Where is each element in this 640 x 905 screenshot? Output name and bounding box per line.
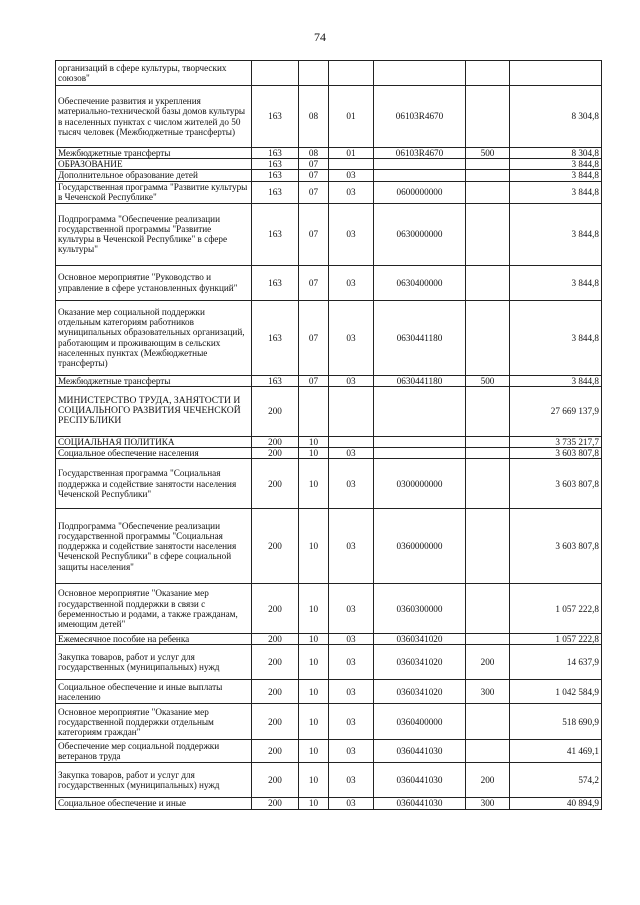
cell-target-article (374, 386, 466, 436)
cell-section (299, 386, 329, 436)
cell-amount: 14 637,9 (510, 645, 602, 680)
cell-subsection: 03 (329, 459, 374, 509)
cell-subsection: 03 (329, 509, 374, 584)
cell-section: 07 (299, 265, 329, 300)
cell-amount: 3 603 807,8 (510, 459, 602, 509)
cell-name: Обеспечение развития и укрепления материально-технической базы домов культуры в населенных пунктах с числом жителей до 50 тысяч человек (Межбюджетные трансферты) (56, 86, 252, 148)
cell-subsection (329, 61, 374, 86)
cell-subsection: 03 (329, 798, 374, 809)
cell-expense-type (466, 203, 510, 265)
cell-target-article: 0360441030 (374, 763, 466, 798)
cell-amount: 3 603 807,8 (510, 448, 602, 459)
cell-target-article: 0360441030 (374, 740, 466, 763)
cell-section: 10 (299, 704, 329, 740)
cell-expense-type (466, 509, 510, 584)
cell-section: 10 (299, 448, 329, 459)
cell-section: 10 (299, 798, 329, 809)
cell-target-article: 06103R4670 (374, 148, 466, 159)
table-row (56, 645, 602, 680)
cell-subsection: 01 (329, 148, 374, 159)
cell-target-article: 0630441180 (374, 375, 466, 386)
table-row (56, 265, 602, 300)
cell-admin-code: 200 (252, 459, 299, 509)
cell-expense-type (466, 740, 510, 763)
cell-section: 10 (299, 680, 329, 704)
cell-target-article: 0360400000 (374, 704, 466, 740)
table-row (56, 300, 602, 375)
cell-expense-type: 500 (466, 375, 510, 386)
cell-target-article (374, 436, 466, 447)
table-row (56, 740, 602, 763)
cell-section: 08 (299, 148, 329, 159)
cell-expense-type (466, 159, 510, 170)
table-row (56, 763, 602, 798)
cell-target-article: 0300000000 (374, 459, 466, 509)
cell-amount: 3 844,8 (510, 300, 602, 375)
table-row (56, 448, 602, 459)
cell-name: Основное мероприятие "Руководство и управление в сфере установленных функций" (56, 265, 252, 300)
table-row (56, 61, 602, 86)
cell-subsection: 03 (329, 763, 374, 798)
cell-section: 07 (299, 300, 329, 375)
cell-subsection: 03 (329, 300, 374, 375)
cell-amount (510, 61, 602, 86)
cell-expense-type (466, 170, 510, 181)
cell-section: 10 (299, 634, 329, 645)
cell-section: 07 (299, 181, 329, 203)
cell-target-article: 0360341020 (374, 680, 466, 704)
cell-amount: 3 844,8 (510, 265, 602, 300)
cell-subsection: 03 (329, 448, 374, 459)
cell-admin-code: 163 (252, 159, 299, 170)
table-row (56, 459, 602, 509)
cell-expense-type: 300 (466, 798, 510, 809)
cell-name: ОБРАЗОВАНИЕ (56, 159, 252, 170)
cell-section: 07 (299, 170, 329, 181)
cell-section (299, 61, 329, 86)
cell-name: Социальное обеспечение и иные (56, 798, 252, 809)
cell-admin-code: 200 (252, 680, 299, 704)
cell-target-article (374, 61, 466, 86)
cell-section: 10 (299, 584, 329, 634)
cell-name: МИНИСТЕРСТВО ТРУДА, ЗАНЯТОСТИ И СОЦИАЛЬНОГО РАЗВИТИЯ ЧЕЧЕНСКОЙ РЕСПУБЛИКИ (56, 386, 252, 436)
cell-name: Государственная программа "Развитие культуры в Чеченской Республике" (56, 181, 252, 203)
table-row (56, 148, 602, 159)
cell-admin-code: 200 (252, 448, 299, 459)
cell-expense-type (466, 704, 510, 740)
cell-section: 10 (299, 459, 329, 509)
table-body (56, 61, 602, 810)
table-row (56, 704, 602, 740)
cell-expense-type (466, 634, 510, 645)
cell-subsection (329, 436, 374, 447)
cell-amount: 1 057 222,8 (510, 584, 602, 634)
cell-subsection: 03 (329, 375, 374, 386)
cell-subsection: 03 (329, 634, 374, 645)
cell-target-article: 0600000000 (374, 181, 466, 203)
cell-name: Межбюджетные трансферты (56, 375, 252, 386)
cell-name: Оказание мер социальной поддержки отдельным категориям работников муниципальных образовательных организаций, работающим и проживающим в сельских населенных пунктах (Межбюджетные трансферты) (56, 300, 252, 375)
cell-expense-type (466, 181, 510, 203)
cell-expense-type (466, 584, 510, 634)
table-row (56, 798, 602, 809)
cell-section: 10 (299, 436, 329, 447)
table-row (56, 584, 602, 634)
cell-subsection (329, 386, 374, 436)
cell-target-article (374, 448, 466, 459)
cell-amount: 8 304,8 (510, 148, 602, 159)
cell-target-article (374, 170, 466, 181)
cell-target-article (374, 159, 466, 170)
cell-amount: 3 844,8 (510, 375, 602, 386)
cell-admin-code: 163 (252, 181, 299, 203)
cell-admin-code: 163 (252, 300, 299, 375)
cell-admin-code (252, 61, 299, 86)
cell-admin-code: 163 (252, 148, 299, 159)
cell-amount: 1 042 584,9 (510, 680, 602, 704)
cell-amount: 3 844,8 (510, 159, 602, 170)
cell-subsection: 03 (329, 704, 374, 740)
table-row (56, 170, 602, 181)
cell-subsection: 01 (329, 86, 374, 148)
cell-subsection: 03 (329, 740, 374, 763)
page-number: 74 (314, 30, 326, 44)
cell-amount: 8 304,8 (510, 86, 602, 148)
table-row (56, 159, 602, 170)
cell-section: 07 (299, 203, 329, 265)
cell-target-article: 0360341020 (374, 645, 466, 680)
cell-amount: 27 669 137,9 (510, 386, 602, 436)
cell-admin-code: 200 (252, 509, 299, 584)
cell-amount: 574,2 (510, 763, 602, 798)
cell-amount: 518 690,9 (510, 704, 602, 740)
cell-name: Ежемесячное пособие на ребенка (56, 634, 252, 645)
cell-amount: 3 844,8 (510, 170, 602, 181)
table-row (56, 181, 602, 203)
budget-table (55, 60, 602, 810)
cell-target-article: 0360300000 (374, 584, 466, 634)
cell-target-article: 0630441180 (374, 300, 466, 375)
cell-name: Подпрограмма "Обеспечение реализации государственной программы "Развитие культуры в Чеченской Республике" в сфере культуры" (56, 203, 252, 265)
cell-expense-type (466, 300, 510, 375)
cell-admin-code: 200 (252, 386, 299, 436)
cell-section: 08 (299, 86, 329, 148)
cell-expense-type (466, 86, 510, 148)
cell-subsection: 03 (329, 265, 374, 300)
cell-name: Подпрограмма "Обеспечение реализации государственной программы "Социальная поддержка и содействие занятости населения Чеченской Республики" в сфере социальной защиты населения" (56, 509, 252, 584)
cell-subsection: 03 (329, 181, 374, 203)
table-row (56, 386, 602, 436)
cell-name: Социальное обеспечение и иные выплаты населению (56, 680, 252, 704)
cell-name: Основное мероприятие "Оказание мер государственной поддержки отдельным категориям граждан" (56, 704, 252, 740)
cell-name: организаций в сфере культуры, творческих союзов" (56, 61, 252, 86)
cell-section: 07 (299, 375, 329, 386)
cell-amount: 1 057 222,8 (510, 634, 602, 645)
cell-name: Закупка товаров, работ и услуг для государственных (муниципальных) нужд (56, 645, 252, 680)
cell-expense-type: 200 (466, 645, 510, 680)
cell-admin-code: 200 (252, 704, 299, 740)
table-row (56, 86, 602, 148)
cell-section: 10 (299, 645, 329, 680)
cell-target-article: 0360341020 (374, 634, 466, 645)
cell-admin-code: 200 (252, 798, 299, 809)
cell-name: Социальное обеспечение населения (56, 448, 252, 459)
table-row (56, 436, 602, 447)
cell-expense-type (466, 436, 510, 447)
cell-amount: 3 844,8 (510, 203, 602, 265)
cell-subsection: 03 (329, 170, 374, 181)
cell-admin-code: 163 (252, 170, 299, 181)
cell-amount: 3 844,8 (510, 181, 602, 203)
cell-name: Обеспечение мер социальной поддержки ветеранов труда (56, 740, 252, 763)
cell-amount: 3 603 807,8 (510, 509, 602, 584)
cell-admin-code: 200 (252, 436, 299, 447)
cell-expense-type: 500 (466, 148, 510, 159)
cell-admin-code: 200 (252, 645, 299, 680)
cell-subsection: 03 (329, 680, 374, 704)
cell-expense-type: 200 (466, 763, 510, 798)
cell-expense-type (466, 459, 510, 509)
cell-name: Дополнительное образование детей (56, 170, 252, 181)
cell-target-article: 0630400000 (374, 265, 466, 300)
cell-name: Межбюджетные трансферты (56, 148, 252, 159)
cell-expense-type (466, 265, 510, 300)
cell-section: 10 (299, 763, 329, 798)
table-row (56, 375, 602, 386)
cell-admin-code: 200 (252, 740, 299, 763)
table-row (56, 634, 602, 645)
cell-admin-code: 163 (252, 86, 299, 148)
cell-amount: 3 735 217,7 (510, 436, 602, 447)
cell-admin-code: 163 (252, 375, 299, 386)
cell-name: Государственная программа "Социальная поддержка и содействие занятости населения Чеченской Республики" (56, 459, 252, 509)
cell-admin-code: 163 (252, 265, 299, 300)
cell-expense-type (466, 448, 510, 459)
cell-expense-type (466, 386, 510, 436)
cell-expense-type: 300 (466, 680, 510, 704)
cell-section: 10 (299, 509, 329, 584)
cell-subsection: 03 (329, 584, 374, 634)
cell-admin-code: 163 (252, 203, 299, 265)
cell-amount: 41 469,1 (510, 740, 602, 763)
cell-subsection (329, 159, 374, 170)
cell-section: 10 (299, 740, 329, 763)
cell-section: 07 (299, 159, 329, 170)
table-row (56, 509, 602, 584)
cell-target-article: 0630000000 (374, 203, 466, 265)
cell-expense-type (466, 61, 510, 86)
cell-name: СОЦИАЛЬНАЯ ПОЛИТИКА (56, 436, 252, 447)
cell-amount: 40 894,9 (510, 798, 602, 809)
cell-subsection: 03 (329, 203, 374, 265)
cell-name: Основное мероприятие "Оказание мер государственной поддержки в связи с беременностью и родами, а также гражданам, имеющим детей" (56, 584, 252, 634)
cell-subsection: 03 (329, 645, 374, 680)
table-row (56, 680, 602, 704)
cell-target-article: 06103R4670 (374, 86, 466, 148)
cell-admin-code: 200 (252, 763, 299, 798)
cell-admin-code: 200 (252, 584, 299, 634)
cell-target-article: 0360441030 (374, 798, 466, 809)
cell-target-article: 0360000000 (374, 509, 466, 584)
cell-name: Закупка товаров, работ и услуг для государственных (муниципальных) нужд (56, 763, 252, 798)
table-row (56, 203, 602, 265)
cell-admin-code: 200 (252, 634, 299, 645)
